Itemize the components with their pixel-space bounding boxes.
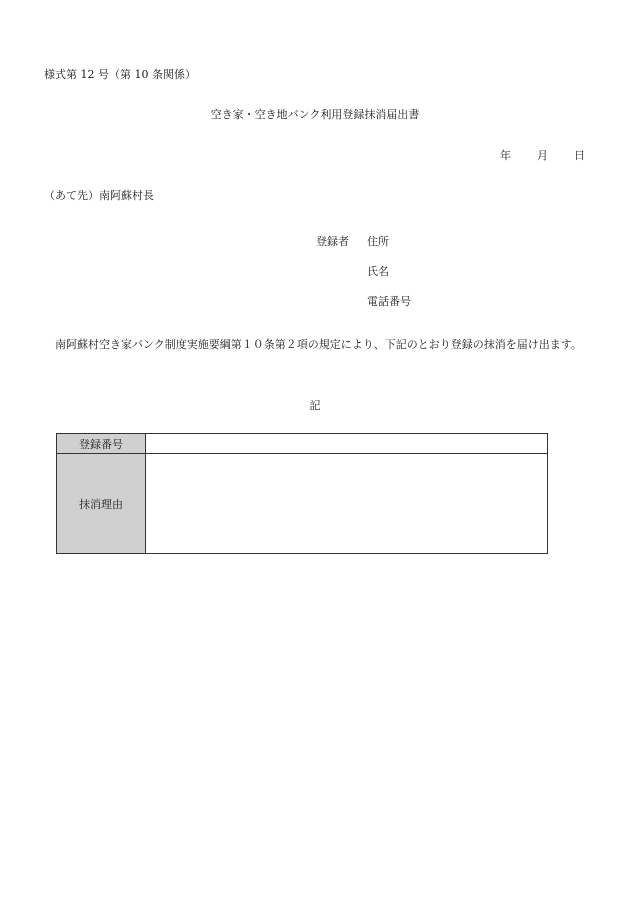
- month-label: 月: [537, 149, 548, 162]
- registrant-label: 登録者: [316, 235, 349, 248]
- addressee: （あて先）南阿蘇村長: [44, 189, 154, 202]
- ki-heading: 記: [309, 399, 321, 412]
- reason-label: 抹消理由: [57, 454, 146, 554]
- registration-number-input[interactable]: [146, 434, 548, 454]
- registration-number-label: 登録番号: [57, 434, 146, 454]
- reason-input[interactable]: [146, 454, 548, 554]
- year-label: 年: [500, 149, 511, 162]
- phone-field[interactable]: 電話番号: [367, 295, 411, 308]
- reason-row: [57, 454, 548, 554]
- date-line: [500, 147, 585, 163]
- address-field[interactable]: 住所: [367, 235, 389, 248]
- day-label: 日: [574, 149, 585, 162]
- form-number: 様式第 12 号（第 10 条関係）: [44, 68, 196, 81]
- body-text: 南阿蘇村空き家バンク制度実施要綱第１０条第２項の規定により、下記のとおり登録の抹消を届け出ます。: [55, 338, 582, 351]
- name-field[interactable]: 氏名: [367, 265, 389, 278]
- form-table: [56, 433, 548, 554]
- document-title: 空き家・空き地バンク利用登録抹消届出書: [210, 108, 420, 121]
- registration-number-row: [57, 434, 548, 454]
